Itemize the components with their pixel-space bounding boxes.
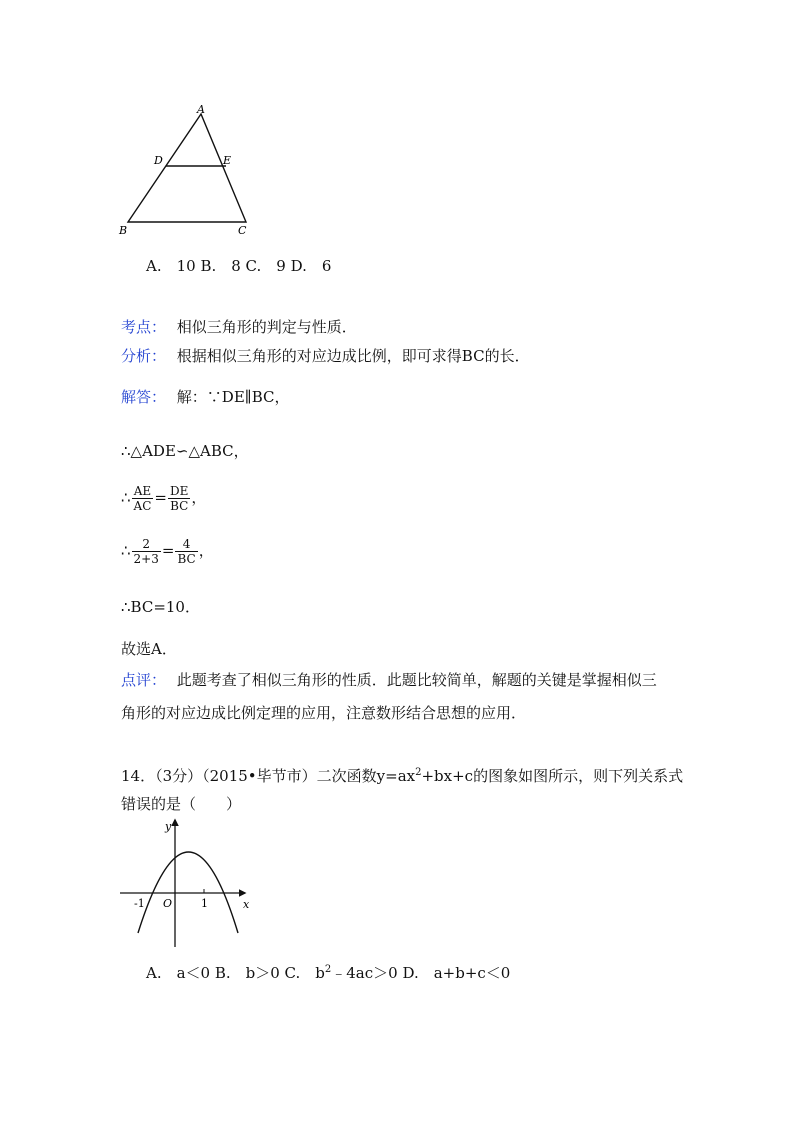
fraction-den: BC: [170, 499, 189, 513]
triangle-figure: [110, 100, 280, 245]
jieda-line6: 故选A．: [121, 640, 177, 658]
jieda-label: 解答：: [121, 388, 167, 406]
equals-sign: =: [154, 488, 167, 507]
label-b: B: [119, 224, 128, 237]
q14-options-sup: 2: [324, 964, 332, 975]
dianping-text1: 此题考查了相似三角形的性质．此题比较简单，解题的关键是掌握相似三: [176, 671, 657, 689]
comma: ，: [191, 488, 207, 507]
jieda-line4: [121, 537, 214, 566]
fenxi-text: 根据相似三角形的对应边成比例，即可求得BC的长．: [176, 347, 530, 365]
fraction-num: AE: [132, 484, 154, 499]
origin-label: O: [163, 897, 173, 910]
x-axis-label: x: [243, 898, 250, 911]
kaodian-line: [121, 317, 357, 337]
fraction-den: AC: [133, 499, 152, 513]
triangle-abc: [128, 114, 246, 222]
fraction-den: BC: [177, 552, 196, 566]
q14-stem-b: +bx+c的图象如图所示，则下列关系式: [421, 767, 684, 785]
kaodian-text: 相似三角形的判定与性质．: [176, 318, 357, 336]
tick-1-label: 1: [201, 897, 208, 910]
jieda-text1: 解：∵DE∥BC，: [176, 388, 290, 406]
jieda-line2: ∴△ADE∽△ABC，: [121, 442, 249, 460]
comma: ，: [198, 541, 214, 560]
fraction-num: DE: [169, 484, 189, 498]
therefore-symbol: ∴: [121, 541, 131, 560]
q14-stem-a: 14．（3分）（2015•毕节市）二次函数y=ax: [121, 767, 416, 785]
fenxi-label: 分析：: [121, 347, 167, 365]
jieda-line1: [121, 387, 289, 407]
q14-options-a: A. a＜0 B. b＞0 C. b: [146, 964, 325, 982]
label-c: C: [238, 224, 247, 237]
label-a: A: [197, 103, 205, 116]
q14-stem-line2: 错误的是（ ）: [121, 795, 242, 813]
kaodian-label: 考点：: [121, 318, 167, 336]
parabola-figure: [115, 815, 260, 950]
fraction-num: 2: [132, 537, 161, 552]
fraction-de-bc: [168, 484, 190, 513]
fraction-4-over-bc: [175, 537, 197, 566]
q14-stem-line1: [121, 763, 683, 786]
tick-neg1-label: -1: [134, 897, 145, 910]
y-axis-label: y: [165, 820, 172, 833]
dianping-line2: 角形的对应边成比例定理的应用，注意数形结合思想的应用．: [121, 704, 527, 722]
dianping-line1: [121, 670, 657, 690]
fraction-2-over-2plus3: [132, 537, 161, 566]
q14-options: [146, 960, 510, 983]
jieda-line5: ∴BC=10．: [121, 598, 200, 616]
fenxi-line: [121, 346, 530, 366]
jieda-line3: [121, 484, 206, 513]
label-e: E: [223, 154, 232, 167]
label-d: D: [154, 154, 163, 167]
equals-sign: =: [161, 541, 175, 560]
q14-options-b: ﹣4ac＞0 D. a+b+c＜0: [331, 964, 511, 982]
q14-stem-sup: 2: [415, 767, 422, 778]
therefore-symbol: ∴: [121, 488, 131, 507]
q13-options: A. 10 B. 8 C. 9 D. 6: [146, 257, 332, 275]
fraction-num: 4: [175, 537, 197, 552]
fraction-den: 2+3: [133, 552, 159, 566]
fraction-ae-ac: [132, 484, 154, 513]
dianping-label: 点评：: [121, 671, 167, 689]
